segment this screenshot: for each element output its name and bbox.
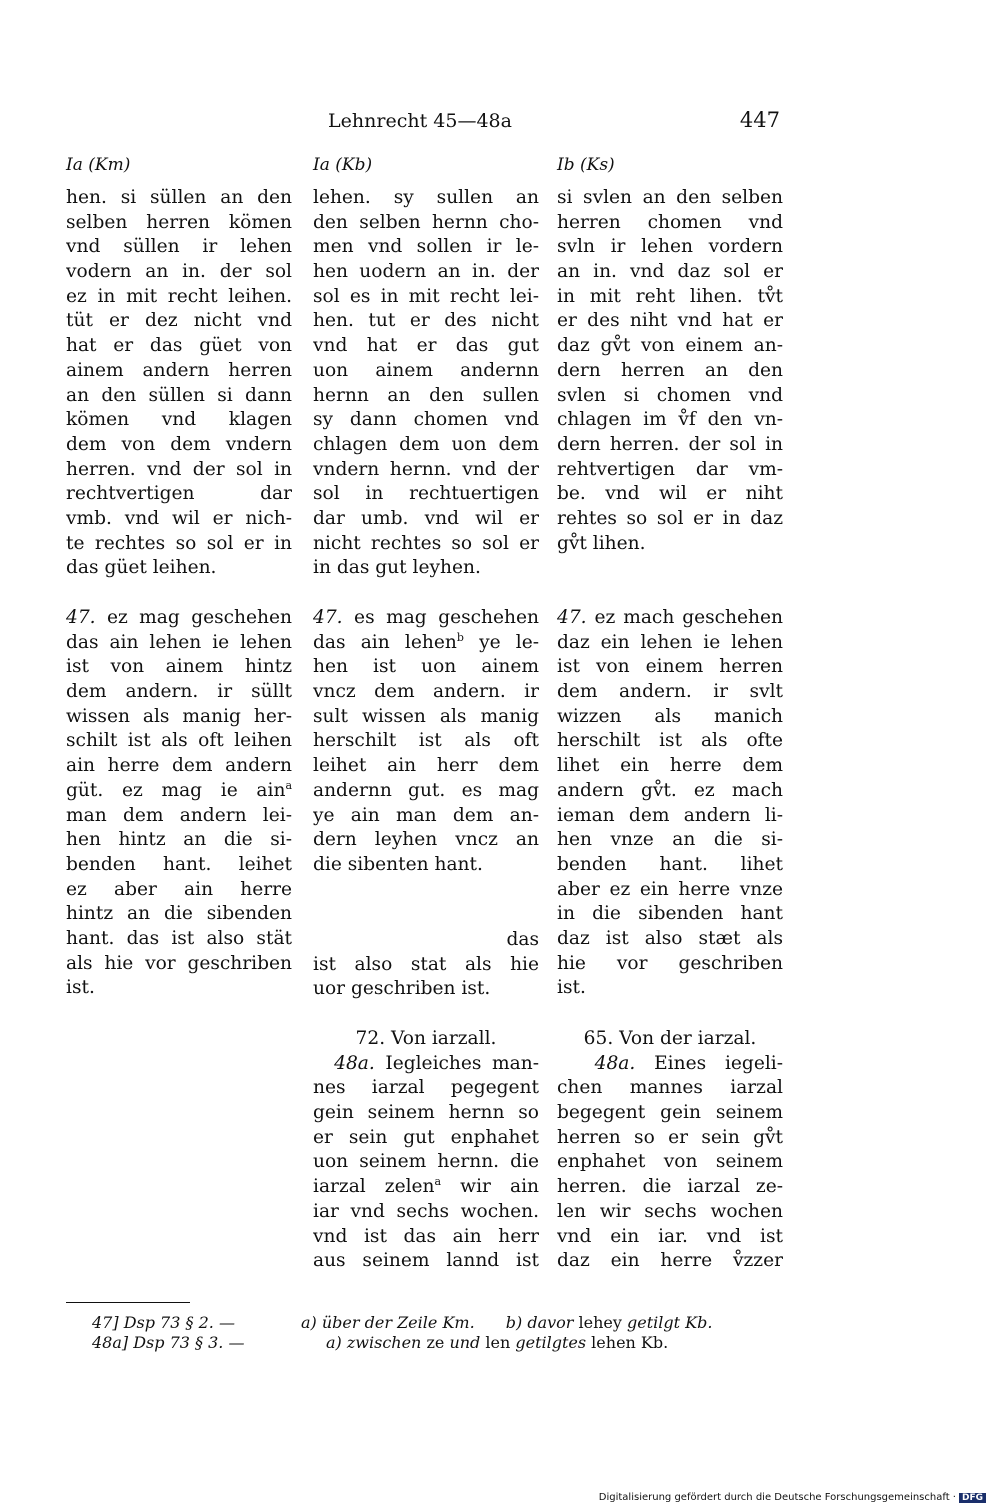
col3-section-45 [557, 186, 783, 556]
text-line [313, 606, 539, 631]
text-line: andernn gut. es mag [313, 779, 539, 801]
text-line: rehtes so sol er in daz [557, 507, 783, 529]
text-line: si svlen an den selben [557, 187, 783, 208]
text-line: hen hintz an die si- [66, 829, 292, 851]
text-line: hant. das ist also stät [66, 927, 292, 949]
text-line: sult wissen als manig [313, 705, 539, 727]
text-fragment: ez mach geschehen [586, 607, 783, 628]
col2-section-47 [313, 606, 539, 878]
section-number: 48a. [334, 1052, 375, 1074]
text-line [66, 606, 292, 631]
text-line: man dem andern lei- [66, 804, 292, 826]
text-line: leihet ain herr dem [313, 755, 539, 777]
text-line: hat er das güet von [66, 335, 292, 357]
text-line: ez in mit recht leihen. [66, 285, 292, 307]
text-line: herschilt ist als oft [313, 730, 539, 752]
text-line: ist von einem herren [557, 656, 783, 678]
text-line: nicht rechtes so sol er [313, 532, 539, 554]
text-line: ieman dem andern li- [557, 804, 783, 826]
text-line: sol in rechtuertigen [313, 483, 539, 505]
column-heading-2: Ia (Kb) [313, 155, 373, 175]
text-line: dem andern. ir svlt [557, 681, 783, 703]
text-line: uon seinem hernn. die [313, 1151, 539, 1173]
text-line: das güet leihen. [66, 557, 217, 579]
footnote-b-word: lehey [573, 1313, 622, 1332]
text-fragment: ye le- [463, 631, 539, 653]
text-fragment: wir ain [441, 1176, 539, 1198]
text-line: in mit reht lihen. tv̊t [557, 285, 783, 307]
text-line: hernn an den sullen [313, 384, 539, 406]
text-line: ye ain man dem an- [313, 804, 539, 826]
footnote-b-note: getilgt Kb. [621, 1313, 713, 1332]
text-line: in die sibenden hant [557, 903, 783, 925]
text-line: uon ainem andernn [313, 359, 539, 381]
text-line: chlagen dem uon dem [313, 433, 539, 455]
text-line: dern herren. der sol in [557, 433, 783, 455]
text-line: schilt ist als oft leihen [66, 730, 292, 752]
text-line: das ain lehen ie lehen [66, 631, 292, 653]
footnote-marker: b [456, 630, 464, 644]
section-title: 72. Von iarzall. [355, 1028, 497, 1049]
text-line: sol es in mit recht lei- [313, 285, 539, 307]
text-line: chlagen im v̊f den vn- [557, 409, 783, 431]
text-line: vnd süllen ir lehen [66, 236, 292, 258]
footnote-text: und [449, 1333, 481, 1352]
text-line: ainem andern herren [66, 359, 292, 381]
text-line: hen. si süllen an den [66, 187, 292, 208]
footnote-marker: a [434, 1175, 442, 1188]
text-line: enphahet von seinem [557, 1151, 783, 1173]
footnote-source-47: 47] Dsp 73 § 2. — [92, 1313, 235, 1332]
footnote-b-label: b) davor [505, 1313, 574, 1332]
text-line: nes iarzal pegegent [313, 1077, 539, 1099]
text-line: die sibenten hant. [313, 853, 483, 875]
text-line: ist von ainem hintz [66, 656, 292, 678]
text-line: rechtvertigen dar [66, 483, 292, 505]
text-line: vndern hernn. vnd der [313, 458, 539, 480]
text-line: ist also stat als hie [313, 953, 539, 975]
text-line: selben herren kömen [66, 211, 292, 233]
text-line: daz ist also stæt als [557, 927, 783, 949]
text-line: ez aber ain herre [66, 878, 292, 900]
footnote-source-48a: 48a] Dsp 73 § 3. — [92, 1333, 245, 1352]
text-line: daz gv̊t von einem an- [557, 335, 783, 357]
footnote-line-2 [326, 1333, 668, 1353]
text-line: in das gut leyhen. [313, 557, 481, 579]
text-line: hen. tut er des nicht [313, 310, 539, 332]
text-line: dar umb. vnd wil er [313, 507, 539, 529]
text-line: len wir sechs wochen [557, 1200, 783, 1222]
text-line: daz ein lehen ie lehen [557, 631, 783, 653]
column-heading-1: Ia (Km) [66, 155, 131, 175]
section-number: 47. [313, 607, 343, 628]
section-number: 47. [557, 607, 587, 628]
text-line: an in. vnd daz sol er [557, 261, 783, 283]
footnote-line-1 [301, 1313, 712, 1333]
footnote-text: getilgtes [515, 1333, 587, 1352]
page-number: 447 [739, 108, 780, 132]
footnote-marker: a [285, 778, 292, 792]
text-line: svlen si chomen vnd [557, 384, 783, 406]
text-line: begegent gein seinem [557, 1102, 783, 1124]
text-line: dem von dem vndern [66, 433, 292, 455]
running-title: Lehnrecht 45—48a [328, 110, 512, 132]
text-line: iar vnd sechs wochen. [313, 1200, 539, 1222]
text-line: vncz dem andern. ir [313, 681, 539, 703]
dfg-logo: DFG [959, 1493, 986, 1503]
footnote-text: len [480, 1333, 516, 1352]
text-fragment: iarzal zelen [313, 1176, 435, 1198]
col1-section-47 [66, 606, 292, 1001]
text-line: ist. [557, 977, 586, 999]
col2-section-48a [313, 1027, 539, 1274]
text-line [557, 606, 783, 631]
text-line: wissen als manig her- [66, 705, 292, 727]
text-fragment: Iegleiches man- [374, 1052, 539, 1074]
text-line: herren chomen vnd [557, 211, 783, 233]
col2-section-45 [313, 186, 539, 581]
text-line: ain herre dem andern [66, 755, 292, 777]
text-line: aber ez ein herre vnze [557, 878, 783, 900]
text-line: dern herren an den [557, 359, 783, 381]
text-line [66, 779, 292, 804]
section-title: 65. Von der iarzal. [583, 1028, 757, 1049]
text-line: als hie vor geschriben [66, 952, 292, 974]
text-line: den selben hernn cho- [313, 211, 539, 233]
text-line: men vnd sollen ir le- [313, 236, 539, 258]
text-line: herren so er sein gv̊t [557, 1126, 783, 1148]
col2-section-47-tail [313, 928, 539, 1002]
text-line: er sein gut enphahet [313, 1126, 539, 1148]
text-line: benden hant. lihet [557, 853, 783, 875]
text-fragment: das ain lehen [313, 631, 457, 653]
text-line: dern leyhen vncz an [313, 829, 539, 851]
text-line: lehen. sy sullen an [313, 187, 539, 208]
text-line [313, 1052, 539, 1077]
text-line: aus seinem lannd ist [313, 1250, 539, 1272]
section-number: 47. [66, 607, 96, 628]
text-line: andern gv̊t. ez mach [557, 779, 783, 801]
text-line: an den süllen si dann [66, 384, 292, 406]
text-line: vnd ein iar. vnd ist [557, 1225, 783, 1247]
text-line: hen vnze an die si- [557, 829, 783, 851]
text-line: hintz an die sibenden [66, 903, 292, 925]
text-line: be. vnd wil er niht [557, 483, 783, 505]
text-fragment: es mag geschehen [342, 607, 539, 628]
section-number: 48a. [594, 1052, 636, 1074]
footnote-a: a) über der Zeile Km. [301, 1313, 475, 1332]
text-line: kömen vnd klagen [66, 409, 292, 431]
footnote-rule [66, 1302, 190, 1303]
text-line: er des niht vnd hat er [557, 310, 783, 332]
text-line: gv̊t lihen. [557, 532, 646, 554]
text-line: vodern an in. der sol [66, 261, 292, 283]
text-line: benden hant. leihet [66, 853, 292, 875]
text-line: das [506, 929, 539, 950]
text-fragment: Eines iegeli- [635, 1052, 783, 1074]
text-line [313, 1175, 539, 1200]
text-line: ist. [66, 977, 95, 999]
text-line [557, 1052, 783, 1077]
text-line: gein seinem hernn so [313, 1102, 539, 1124]
footnote-text: a) zwischen [326, 1333, 422, 1352]
text-line: dem andern. ir süllt [66, 681, 292, 703]
footnote-sources [92, 1313, 244, 1353]
text-line: te rechtes so sol er in [66, 532, 292, 554]
credit-text: Digitalisierung gefördert durch die Deutsche Forschungsgemeinschaft · [598, 1492, 956, 1503]
text-line [313, 631, 539, 656]
text-line: hen ist uon ainem [313, 656, 539, 678]
text-line: chen mannes iarzal [557, 1077, 783, 1099]
text-line: vnd hat er das gut [313, 335, 539, 357]
text-line: lihet ein herre dem [557, 755, 783, 777]
text-line: herschilt ist als ofte [557, 730, 783, 752]
text-line: svln ir lehen vordern [557, 236, 783, 258]
text-line: herren. vnd der sol in [66, 458, 292, 480]
text-line: vmb. vnd wil er nich- [66, 507, 292, 529]
col3-section-48a [557, 1027, 783, 1274]
text-fragment: güt. ez mag ie ain [66, 779, 286, 801]
footnote-text: lehen Kb. [586, 1333, 669, 1352]
col1-section-45 [66, 186, 292, 581]
footnote-text: ze [421, 1333, 450, 1352]
digitization-credit [599, 1492, 986, 1503]
text-line: sy dann chomen vnd [313, 409, 539, 431]
text-fragment: ez mag geschehen [95, 607, 292, 628]
text-line: herren. die iarzal ze- [557, 1176, 783, 1198]
text-line: uor geschriben ist. [313, 978, 491, 1000]
column-heading-3: Ib (Ks) [557, 155, 615, 175]
text-line: hen uodern an in. der [313, 261, 539, 283]
text-line: tüt er dez nicht vnd [66, 310, 292, 332]
text-line: daz ein herre v̊zzer [557, 1250, 783, 1272]
text-line: rehtvertigen dar vm- [557, 458, 783, 480]
text-line: wizzen als manich [557, 705, 783, 727]
text-line: vnd ist das ain herr [313, 1225, 539, 1247]
text-line: hie vor geschriben [557, 952, 783, 974]
col3-section-47 [557, 606, 783, 1001]
